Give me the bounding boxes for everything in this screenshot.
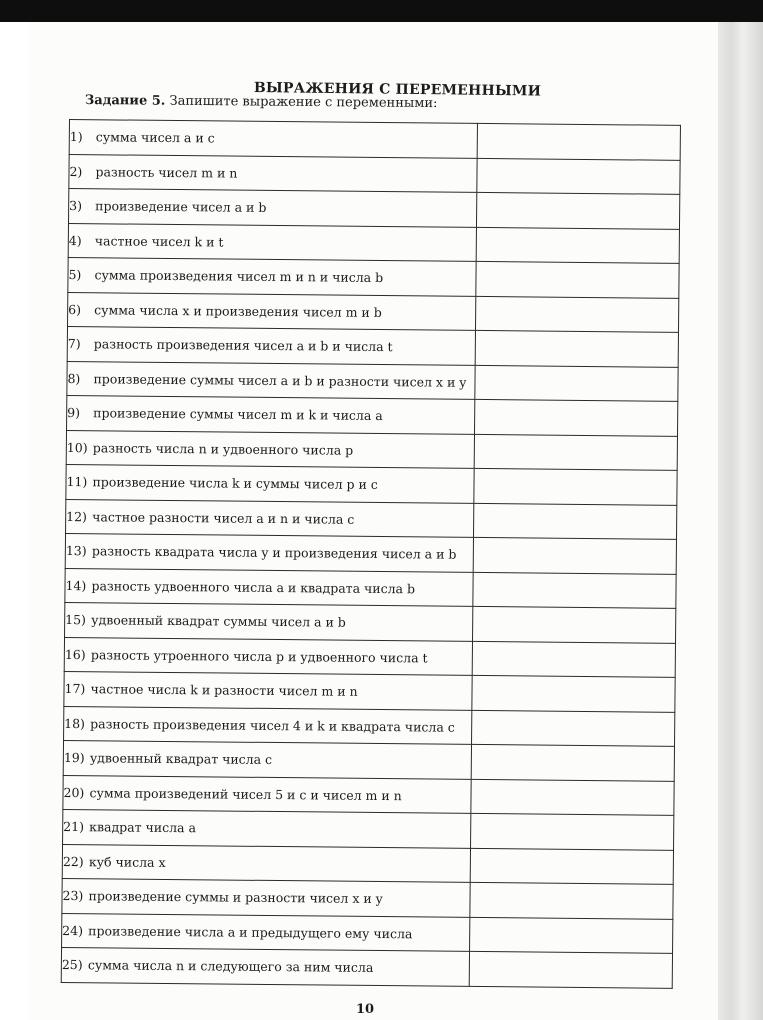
question-cell <box>68 257 476 295</box>
table-row <box>68 292 679 332</box>
answer-cell[interactable] <box>474 468 677 504</box>
item-text: произведение числа a и предыдущего ему числа <box>88 922 413 942</box>
item-number: 22) <box>62 853 84 869</box>
table-row <box>69 154 680 194</box>
item-text: разность квадрата числа y и произведения чисел a и b <box>91 543 457 562</box>
table-row <box>68 223 679 263</box>
table-row <box>62 878 673 918</box>
item-text: разность числа n и удвоенного числа p <box>92 439 354 458</box>
answer-cell[interactable] <box>470 917 673 953</box>
item-text: частное чисел k и t <box>94 233 224 250</box>
answer-cell[interactable] <box>474 503 677 539</box>
item-text: сумма чисел a и c <box>95 129 215 146</box>
question-cell <box>67 326 475 364</box>
table-row <box>61 947 672 987</box>
table-row <box>66 464 677 504</box>
table-row <box>69 189 680 229</box>
table-row <box>68 257 679 297</box>
item-text: куб числа x <box>88 853 166 870</box>
item-text: разность утроенного числа p и удвоенного числа t <box>90 646 428 666</box>
question-cell <box>66 464 474 502</box>
item-number: 21) <box>63 819 85 835</box>
item-text: сумма числа n и следующего за ним числа <box>87 957 374 976</box>
item-number: 8) <box>67 370 81 386</box>
item-text: разность чисел m и n <box>95 164 238 181</box>
question-cell <box>64 706 472 744</box>
question-cell <box>67 395 475 433</box>
table-row <box>64 671 675 711</box>
table-row <box>62 913 673 953</box>
question-cell <box>68 292 476 330</box>
item-number: 18) <box>64 715 86 731</box>
question-cell <box>66 499 474 537</box>
table-row <box>65 602 676 642</box>
question-cell <box>64 671 472 709</box>
table-row <box>63 740 674 780</box>
item-text: разность удвоенного числа a и квадрата числа b <box>91 577 416 597</box>
task-text: Запишите выражение с переменными: <box>169 93 438 112</box>
page-number: 10 <box>356 1002 375 1017</box>
item-text: удвоенный квадрат суммы чисел a и b <box>91 612 346 630</box>
item-number: 16) <box>64 646 86 662</box>
item-text: сумма числа x и произведения чисел m и b <box>94 302 382 320</box>
item-number: 13) <box>65 543 87 559</box>
answer-cell[interactable] <box>475 296 678 332</box>
item-number: 10) <box>66 439 88 455</box>
item-number: 19) <box>63 750 85 766</box>
item-text: удвоенный квадрат числа c <box>89 750 273 768</box>
table-row <box>66 430 677 470</box>
answer-cell[interactable] <box>472 710 675 746</box>
question-cell <box>68 223 476 261</box>
table-row <box>64 706 675 746</box>
answer-cell[interactable] <box>476 261 679 297</box>
item-text: частное разности чисел a и n и числа c <box>92 508 355 527</box>
table-row <box>67 326 678 366</box>
table-row <box>69 120 680 160</box>
question-cell <box>65 568 473 606</box>
table-row <box>62 844 673 884</box>
answer-cell[interactable] <box>474 434 677 470</box>
answer-cell[interactable] <box>475 330 678 366</box>
item-number: 20) <box>63 784 85 800</box>
question-cell <box>64 637 472 675</box>
table-row <box>63 809 674 849</box>
item-text: квадрат числа a <box>89 819 197 836</box>
item-number: 24) <box>62 922 84 938</box>
item-number: 12) <box>66 508 88 524</box>
item-number: 25) <box>61 957 83 973</box>
item-number: 23) <box>62 888 84 904</box>
table-row <box>66 499 677 539</box>
item-text: произведение числа k и суммы чисел p и c <box>92 474 378 493</box>
item-text: сумма произведения чисел m и n и числа b <box>94 267 384 286</box>
task-instruction <box>85 93 438 111</box>
item-number: 11) <box>66 474 88 490</box>
question-cell <box>66 430 474 468</box>
item-text: произведение суммы чисел a и b и разности чисел x и y <box>93 370 467 390</box>
answer-cell[interactable] <box>474 399 677 435</box>
answer-cell[interactable] <box>469 951 672 987</box>
answer-cell[interactable] <box>476 192 679 228</box>
answer-cell[interactable] <box>475 365 678 401</box>
item-text: произведение чисел a и b <box>95 198 267 216</box>
worksheet-title: ВЫРАЖЕНИЯ С ПЕРЕМЕННЫМИ <box>253 80 542 100</box>
item-text: произведение суммы чисел m и k и числа a <box>93 405 383 424</box>
item-number: 17) <box>64 681 86 697</box>
item-text: частное числа k и разности чисел m и n <box>90 681 358 700</box>
question-cell <box>67 361 475 399</box>
answer-cell[interactable] <box>472 675 675 711</box>
item-text: разность произведения чисел 4 и k и квадрата числа c <box>90 715 455 735</box>
answer-cell[interactable] <box>472 641 675 677</box>
answer-cell[interactable] <box>471 744 674 780</box>
question-cell <box>69 120 477 158</box>
question-cell <box>63 809 471 847</box>
exercise-table <box>61 119 681 988</box>
table-row <box>65 533 676 573</box>
question-cell <box>65 533 473 571</box>
answer-cell[interactable] <box>470 882 673 918</box>
item-number: 14) <box>65 577 87 593</box>
answer-cell[interactable] <box>473 606 676 642</box>
table-row <box>64 637 675 677</box>
item-number: 7) <box>67 336 81 352</box>
question-cell <box>65 602 473 640</box>
question-cell <box>62 844 470 882</box>
item-number: 2) <box>69 163 83 179</box>
question-cell <box>61 947 469 985</box>
item-number: 5) <box>68 267 82 283</box>
answer-cell[interactable] <box>477 158 680 194</box>
table-row <box>67 395 678 435</box>
answer-cell[interactable] <box>477 123 680 159</box>
question-cell <box>63 740 471 778</box>
item-number: 4) <box>68 232 82 248</box>
question-cell <box>62 878 470 916</box>
item-number: 9) <box>67 405 81 421</box>
question-cell <box>69 189 477 227</box>
item-text: произведение суммы и разности чисел x и y <box>88 888 383 907</box>
item-text: разность произведения чисел a и b и числа t <box>93 336 393 355</box>
table-row <box>65 568 676 608</box>
answer-cell[interactable] <box>473 537 676 573</box>
page-edge <box>718 22 763 1020</box>
question-cell <box>62 913 470 951</box>
answer-cell[interactable] <box>473 572 676 608</box>
answer-cell[interactable] <box>471 779 674 815</box>
question-cell <box>69 154 477 192</box>
item-number: 3) <box>69 198 83 214</box>
item-number: 1) <box>69 129 83 145</box>
table-row <box>63 775 674 815</box>
item-number: 15) <box>65 612 87 628</box>
task-label: Задание 5. <box>84 93 166 109</box>
item-number: 6) <box>68 301 82 317</box>
answer-cell[interactable] <box>470 848 673 884</box>
answer-cell[interactable] <box>471 813 674 849</box>
item-text: сумма произведений чисел 5 и c и чисел m и n <box>89 784 402 803</box>
answer-cell[interactable] <box>476 227 679 263</box>
question-cell <box>63 775 471 813</box>
table-row <box>67 361 678 401</box>
top-bar <box>0 0 763 22</box>
